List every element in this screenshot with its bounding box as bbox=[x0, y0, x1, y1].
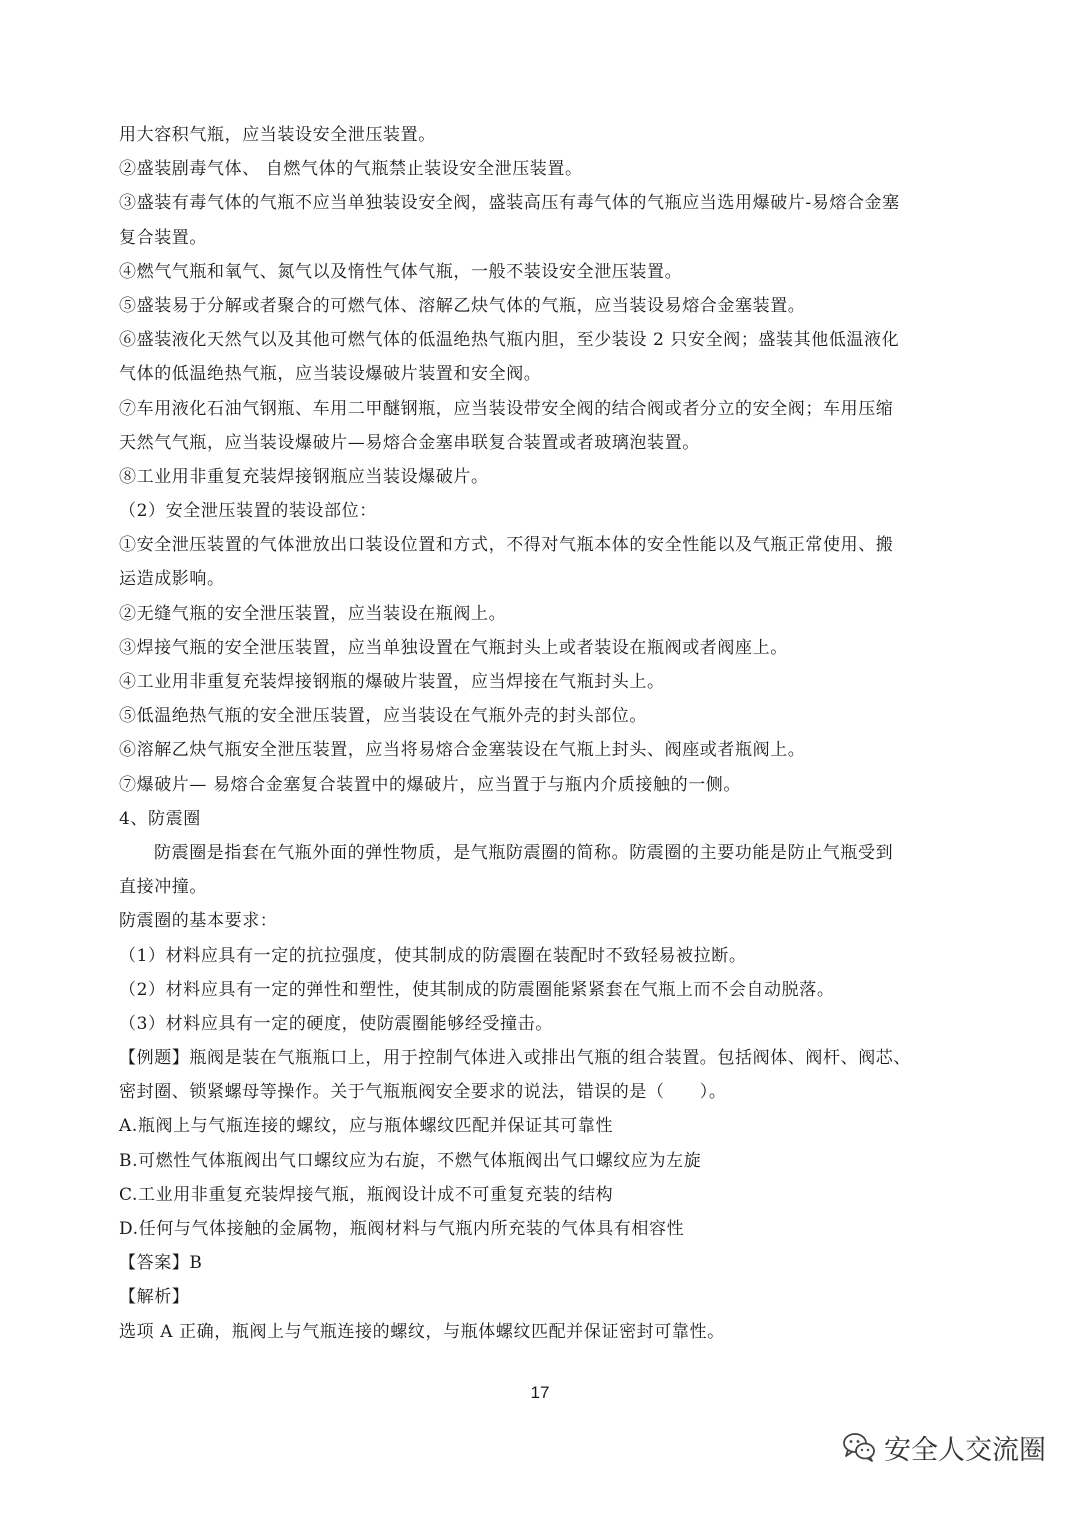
section-heading: （2）安全泄压装置的装设部位： bbox=[119, 501, 377, 522]
text-line: ⑥盛装液化天然气以及其他可燃气体的低温绝热气瓶内胆，至少装设 2 只安全阀；盛装其他低温液化 bbox=[119, 330, 900, 351]
watermark bbox=[842, 1428, 1046, 1466]
section-heading: 4、防震圈 bbox=[119, 808, 201, 829]
text-line: （1）材料应具有一定的抗拉强度，使其制成的防震圈在装配时不致轻易被拉断。 bbox=[119, 945, 747, 966]
answer-line: 【答案】B bbox=[119, 1253, 203, 1274]
text-line: 运造成影响。 bbox=[119, 569, 225, 590]
text-line: ③焊接气瓶的安全泄压装置，应当单独设置在气瓶封头上或者装设在瓶阀或者阀座上。 bbox=[119, 637, 788, 658]
option-a: A.瓶阀上与气瓶连接的螺纹，应与瓶体螺纹匹配并保证其可靠性 bbox=[119, 1116, 614, 1137]
text-line: ②盛装剧毒气体、 自燃气体的气瓶禁止装设安全泄压装置。 bbox=[119, 159, 583, 180]
text-line: ⑧工业用非重复充装焊接钢瓶应当装设爆破片。 bbox=[119, 466, 489, 487]
page-number: 17 bbox=[530, 1383, 550, 1402]
analysis-heading: 【解析】 bbox=[119, 1287, 190, 1308]
text-line: （2）材料应具有一定的弹性和塑性，使其制成的防震圈能紧紧套在气瓶上而不会自动脱落。 bbox=[119, 979, 835, 1000]
text-line: ④燃气气瓶和氧气、氮气以及惰性气体气瓶，一般不装设安全泄压装置。 bbox=[119, 261, 683, 282]
option-c: C.工业用非重复充装焊接气瓶，瓶阀设计成不可重复充装的结构 bbox=[119, 1184, 614, 1205]
analysis-text: 选项 A 正确，瓶阀上与气瓶连接的螺纹，与瓶体螺纹匹配并保证密封可靠性。 bbox=[119, 1321, 725, 1342]
text-line: ⑦车用液化石油气钢瓶、车用二甲醚钢瓶，应当装设带安全阀的结合阀或者分立的安全阀；车用压缩 bbox=[119, 398, 894, 419]
text-line: ⑦爆破片— 易熔合金塞复合装置中的爆破片，应当置于与瓶内介质接触的一侧。 bbox=[119, 774, 742, 795]
document-body bbox=[119, 118, 961, 1349]
text-line: ④工业用非重复充装焊接钢瓶的爆破片装置，应当焊接在气瓶封头上。 bbox=[119, 672, 665, 692]
text-line: ⑥溶解乙炔气瓶安全泄压装置，应当将易熔合金塞装设在气瓶上封头、阀座或者瓶阀上。 bbox=[119, 740, 806, 761]
example-question: 【例题】瓶阀是装在气瓶瓶口上，用于控制气体进入或排出气瓶的组合装置。包括阀体、阀杆、阀芯、 bbox=[119, 1048, 911, 1069]
text-line: ③盛装有毒气体的气瓶不应当单独装设安全阀，盛装高压有毒气体的气瓶应当选用爆破片-易熔合金塞 bbox=[119, 193, 900, 214]
text-line: （3）材料应具有一定的硬度，使防震圈能够经受撞击。 bbox=[119, 1013, 553, 1034]
paragraph-line: 防震圈是指套在气瓶外面的弹性物质，是气瓶防震圈的简称。防震圈的主要功能是防止气瓶受到 bbox=[154, 842, 894, 863]
text-line: ①安全泄压装置的气体泄放出口装设位置和方式，不得对气瓶本体的安全性能以及气瓶正常使用、搬 bbox=[119, 535, 894, 556]
option-d: D.任何与气体接触的金属物，瓶阀材料与气瓶内所充装的气体具有相容性 bbox=[119, 1219, 685, 1239]
wechat-icon bbox=[842, 1432, 876, 1462]
example-question: 密封圈、锁紧螺母等操作。关于气瓶瓶阀安全要求的说法，错误的是（ ）。 bbox=[119, 1082, 727, 1103]
text-line: 天然气气瓶，应当装设爆破片—易熔合金塞串联复合装置或者玻璃泡装置。 bbox=[119, 432, 700, 453]
text-line: ⑤盛装易于分解或者聚合的可燃气体、溶解乙炔气体的气瓶，应当装设易熔合金塞装置。 bbox=[119, 295, 806, 316]
option-b: B.可燃性气体瓶阀出气口螺纹应为右旋，不燃气体瓶阀出气口螺纹应为左旋 bbox=[119, 1150, 702, 1171]
text-line: 直接冲撞。 bbox=[119, 877, 207, 898]
text-line: 气体的低温绝热气瓶，应当装设爆破片装置和安全阀。 bbox=[119, 364, 542, 385]
text-line: 用大容积气瓶，应当装设安全泄压装置。 bbox=[119, 125, 436, 145]
text-line: ②无缝气瓶的安全泄压装置，应当装设在瓶阀上。 bbox=[119, 603, 507, 624]
text-line: 复合装置。 bbox=[119, 227, 207, 248]
text-line: ⑤低温绝热气瓶的安全泄压装置，应当装设在气瓶外壳的封头部位。 bbox=[119, 706, 647, 727]
watermark-text: 安全人交流圈 bbox=[884, 1434, 1046, 1466]
text-line: 防震圈的基本要求： bbox=[119, 911, 278, 932]
